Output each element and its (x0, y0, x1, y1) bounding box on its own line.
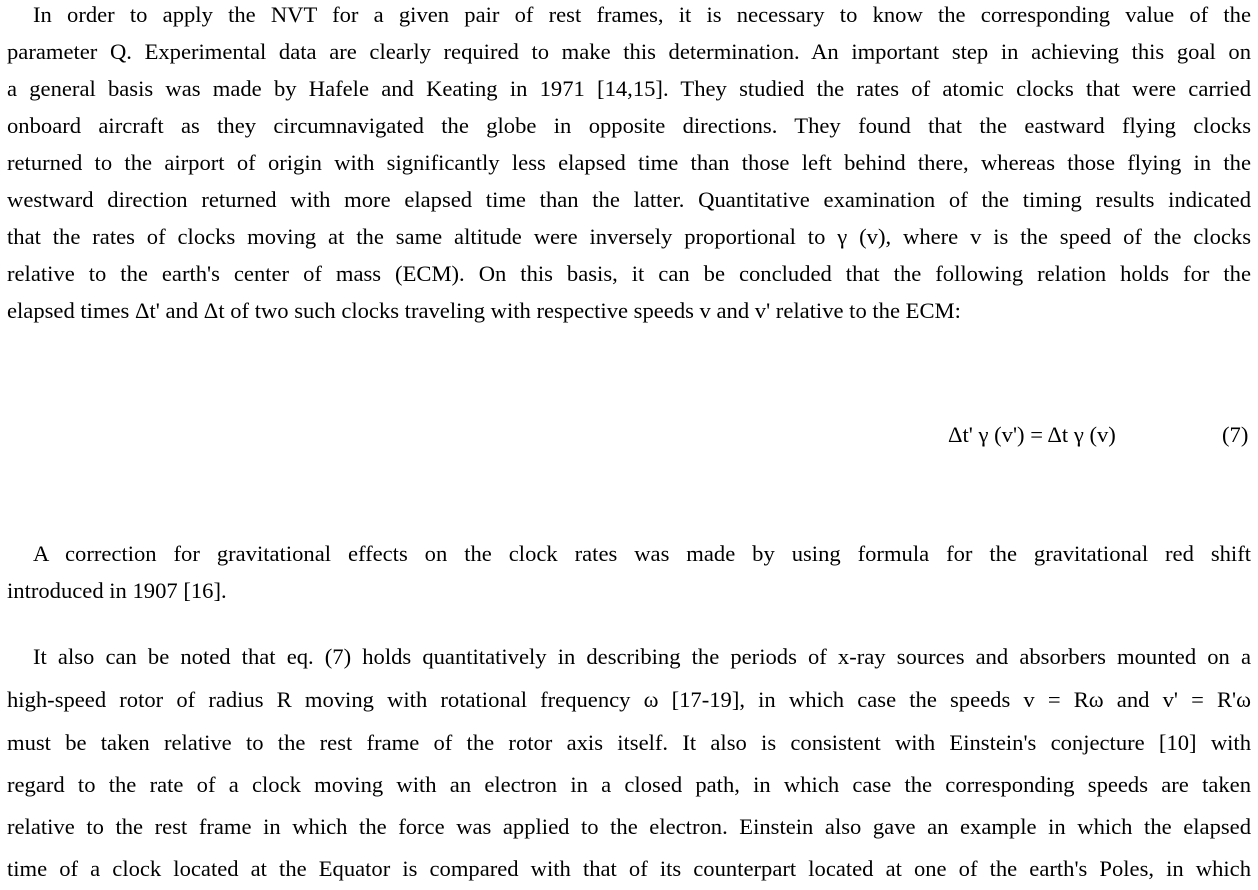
paragraph-line: time of a clock located at the Equator is compared with that of its counterpart located at one of the earth's Poles, in which (7, 856, 1251, 881)
paragraph-line: that the rates of clocks moving at the same altitude were inversely proportional to γ (v), where v is the speed of the clocks (7, 224, 1251, 249)
paragraph-line: must be taken relative to the rest frame of the rotor axis itself. It also is consistent with Einstein's conjecture [10] with (7, 730, 1251, 755)
paragraph-line: relative to the earth's center of mass (ECM). On this basis, it can be concluded that the following relation holds for the (7, 261, 1251, 286)
paragraph-line: a general basis was made by Hafele and Keating in 1971 [14,15]. They studied the rates of atomic clocks that were carried (7, 76, 1251, 101)
paragraph-line: elapsed times Δt' and Δt of two such clocks traveling with respective speeds v and v' relative to the ECM: (7, 298, 961, 323)
paragraph-line: introduced in 1907 [16]. (7, 578, 227, 603)
equation-7: Δt' γ (v') = Δt γ (v) (948, 422, 1116, 447)
paragraph-line: high-speed rotor of radius R moving with rotational frequency ω [17-19], in which case the speeds v = Rω and v' = R'ω (7, 687, 1251, 712)
paragraph-line: returned to the airport of origin with significantly less elapsed time than those left behind there, whereas those flying in the (7, 150, 1251, 175)
paragraph-line: parameter Q. Experimental data are clearly required to make this determination. An important step in achieving this goal on (7, 39, 1251, 64)
paragraph-line: onboard aircraft as they circumnavigated the globe in opposite directions. They found that the eastward flying clocks (7, 113, 1251, 138)
paragraph-line: In order to apply the NVT for a given pair of rest frames, it is necessary to know the corresponding value of the (33, 2, 1251, 27)
paragraph-line: westward direction returned with more elapsed time than the latter. Quantitative examination of the timing results indicated (7, 187, 1251, 212)
paragraph-line: regard to the rate of a clock moving with an electron in a closed path, in which case the corresponding speeds are taken (7, 772, 1251, 797)
paragraph-line: It also can be noted that eq. (7) holds quantitatively in describing the periods of x-ray sources and absorbers mounted on a (33, 644, 1251, 669)
equation-number: (7) (1222, 422, 1249, 447)
paragraph-line: A correction for gravitational effects on the clock rates was made by using formula for the gravitational red shift (33, 541, 1251, 566)
paragraph-line: relative to the rest frame in which the force was applied to the electron. Einstein also gave an example in which the elapsed (7, 814, 1251, 839)
